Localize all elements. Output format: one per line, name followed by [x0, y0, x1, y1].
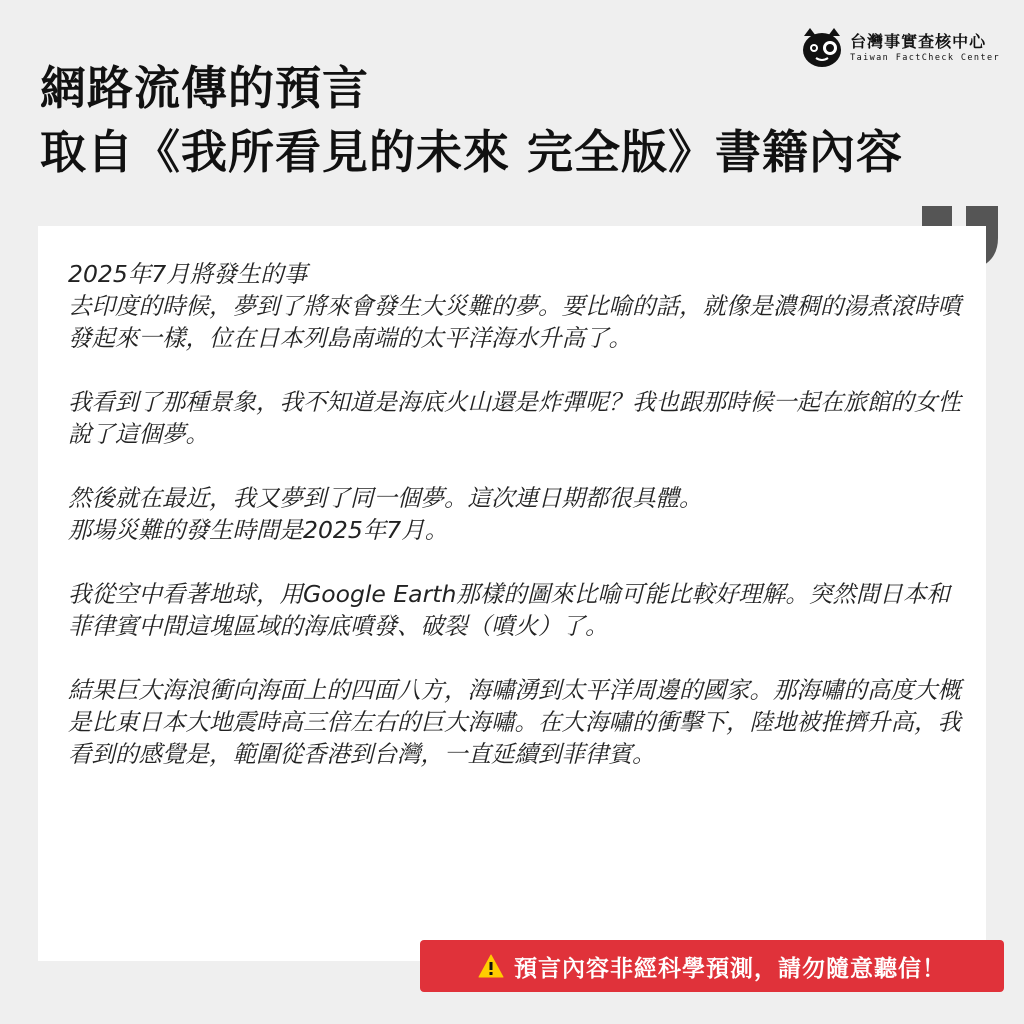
logo-name-zh: 台灣事實查核中心: [850, 32, 987, 51]
quote-card-title: 2025年7月將發生的事: [68, 260, 308, 288]
quote-card-body: [68, 258, 968, 802]
logo-name-en: Taiwan FactCheck Center: [850, 53, 1000, 63]
quote-paragraph: 結果巨大海浪衝向海面上的四面八方，海嘯湧到太平洋周邊的國家。那海嘯的高度大概是比東日本大地震時高三倍左右的巨大海嘯。在大海嘯的衝擊下，陸地被推擠升高，我看到的感覺是，範圍從香港到台灣，一直延續到菲律賓。: [68, 676, 961, 768]
headline: [40, 56, 1000, 184]
warning-triangle-icon: [478, 954, 504, 978]
quote-paragraph: 我從空中看著地球，用Google Earth那樣的圖來比喻可能比較好理解。突然間日本和菲律賓中間這塊區域的海底噴發、破裂（噴火）了。: [68, 580, 950, 640]
warning-banner: [420, 940, 1004, 992]
headline-line-2: 取自《我所看見的未來 完全版》書籍內容: [40, 125, 904, 179]
quote-card: [38, 226, 986, 961]
headline-line-1: 網路流傳的預言: [40, 61, 369, 115]
quote-paragraph: 去印度的時候，夢到了將來會發生大災難的夢。要比喻的話，就像是濃稠的湯煮滾時噴發起來一樣，位在日本列島南端的太平洋海水升高了。: [68, 292, 961, 352]
quote-paragraph: 然後就在最近，我又夢到了同一個夢。這次連日期都很具體。 那場災難的發生時間是2025年7月。: [68, 484, 703, 544]
quote-paragraph: 我看到了那種景象，我不知道是海底火山還是炸彈呢？我也跟那時候一起在旅館的女性說了這個夢。: [68, 388, 961, 448]
warning-text: 預言內容非經科學預測，請勿隨意聽信！: [514, 955, 946, 982]
